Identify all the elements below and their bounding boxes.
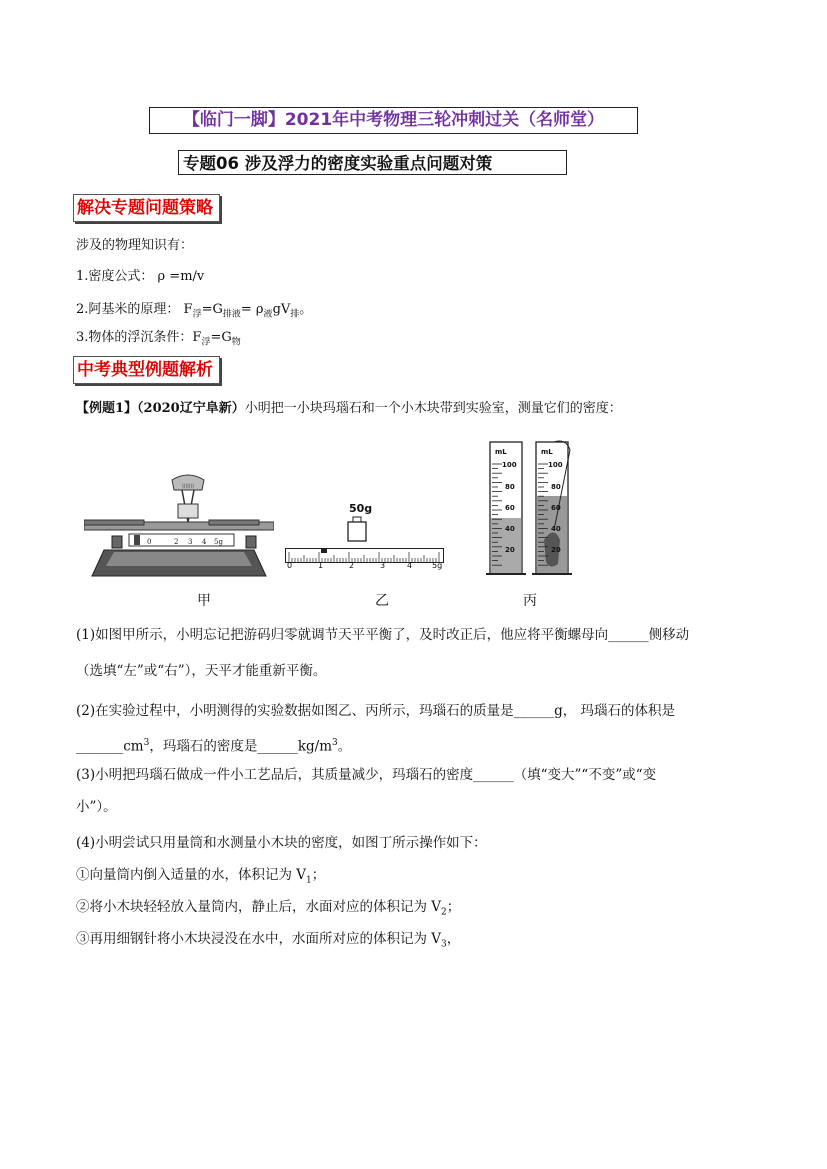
example-1-label: 【例题1】（2020辽宁阜新） xyxy=(76,401,245,416)
strategy-item-1: 1.密度公式： ρ =m/v xyxy=(76,269,205,284)
cyl-tick-label: 40 xyxy=(551,525,561,533)
cyl-tick-label: 60 xyxy=(551,504,561,512)
question-3-line-2: 小”）。 xyxy=(76,799,117,815)
step-2: ②将小木块轻轻放入量筒内，静止后，水面对应的体积记为 $V_2$； xyxy=(76,899,461,918)
question-1-line-2: （选填“左”或“右”），天平才能重新平衡。 xyxy=(76,663,327,679)
cyl-unit: mL xyxy=(541,448,553,456)
cyl-tick-label: 100 xyxy=(548,461,563,469)
ruler-tick-label: 0 xyxy=(287,561,293,570)
figure-label-yi: 乙 xyxy=(375,593,389,609)
balance-figure xyxy=(84,470,274,582)
strategy-heading: 解决专题问题策略 xyxy=(73,194,220,222)
cyl-tick-label: 20 xyxy=(505,546,515,554)
balance-tick: 4 xyxy=(202,538,207,546)
weight-label: 50g xyxy=(349,502,373,515)
figure-label-jia: 甲 xyxy=(197,593,211,609)
weight-icon xyxy=(346,516,368,542)
question-2-line-1: (2)在实验过程中，小明测得的实验数据如图乙、丙所示，玛瑙石的质量是______g， 玛瑙石的体积是 xyxy=(76,703,676,719)
svg-text:|||||||: ||||||| xyxy=(182,483,194,489)
balance-tick: 0 xyxy=(147,538,152,546)
ruler-tick-label: 3 xyxy=(380,561,386,570)
ruler-tick-label: 5g xyxy=(432,561,443,570)
question-1-line-1: (1)如图甲所示，小明忘记把游码归零就调节天平平衡了，及时改正后，他应将平衡螺母向______侧移动 xyxy=(76,627,690,643)
question-4-line-1: (4)小明尝试只用量筒和水测量小木块的密度，如图丁所示操作如下： xyxy=(76,835,487,851)
topic-title: 专题06 涉及浮力的密度实验重点问题对策 xyxy=(178,150,567,175)
cyl-tick-label: 100 xyxy=(502,461,517,469)
figure-label-bing: 丙 xyxy=(523,593,537,609)
ruler-tick-label: 2 xyxy=(349,561,355,570)
question-3-line-1: (3)小明把玛瑙石做成一件小工艺品后，其质量减少，玛瑙石的密度______（填“变大”“不变”或“变 xyxy=(76,767,657,783)
series-title: 【临门一脚】2021年中考物理三轮冲刺过关（名师堂） xyxy=(149,107,638,134)
step-1: ①向量筒内倒入适量的水，体积记为 $V_1$； xyxy=(76,867,326,886)
question-2-line-2: $\_\_\_\_\_\_\_cm^3$，玛瑙石的密度是$\_\_\_\_\_\_kg/m^3$。 xyxy=(76,738,352,755)
step-3: ③再用细钢针将小木块浸没在水中，水面所对应的体积记为 $V_3$， xyxy=(76,931,461,950)
cyl-tick-label: 80 xyxy=(505,483,515,491)
examples-heading: 中考典型例题解析 xyxy=(73,356,220,384)
cyl-tick-label: 60 xyxy=(505,504,515,512)
balance-tick: 3 xyxy=(188,538,193,546)
cyl-tick-label: 20 xyxy=(551,546,561,554)
ruler-tick-label: 4 xyxy=(407,561,413,570)
cylinder-labels xyxy=(484,440,576,580)
example-1-intro: 【例题1】（2020辽宁阜新）小明把一小块玛瑙石和一个小木块带到实验室，测量它们的密度： xyxy=(76,401,622,416)
balance-tick: 2 xyxy=(174,538,179,546)
ruler-labels xyxy=(285,561,445,573)
cyl-tick-label: 40 xyxy=(505,525,515,533)
cyl-tick-label: 80 xyxy=(551,483,561,491)
strategy-intro: 涉及的物理知识有： xyxy=(76,238,194,253)
strategy-item-3: 3.物体的浮沉条件：$F_浮=G_物$ xyxy=(76,330,241,348)
strategy-item-2: 2.阿基米的原理： $F_浮=G_{排液}= \rho_液gV_排$。 xyxy=(76,302,313,320)
cyl-unit: mL xyxy=(495,448,507,456)
balance-tick: 5g xyxy=(214,538,223,546)
ruler-tick-label: 1 xyxy=(318,561,324,570)
